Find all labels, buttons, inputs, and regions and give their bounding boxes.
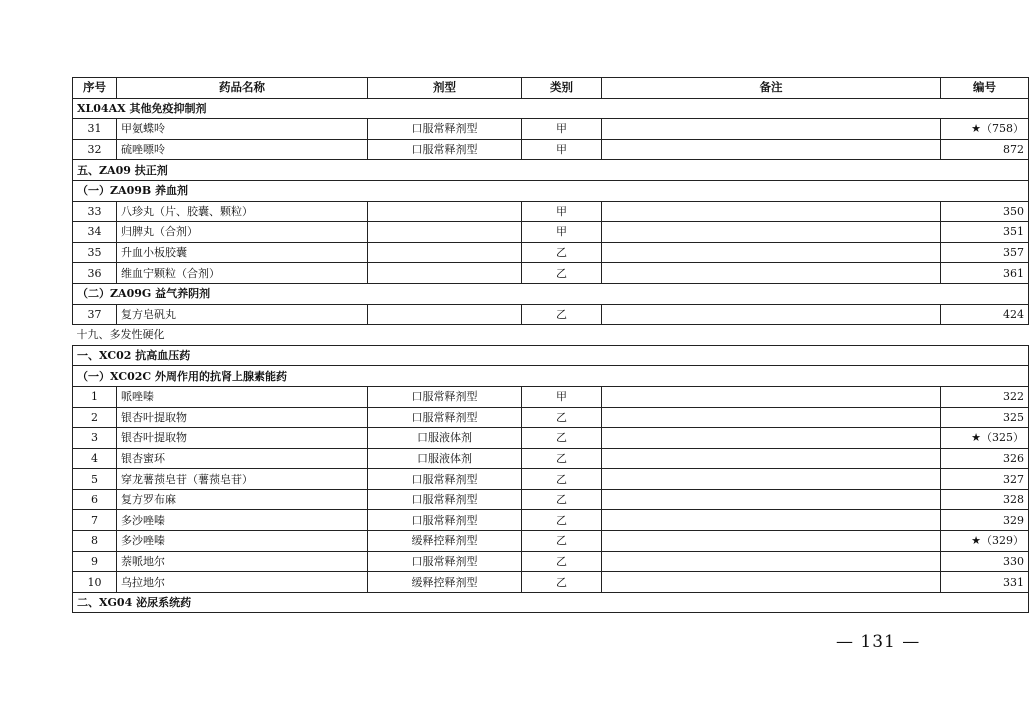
row-code: 322 <box>941 386 1029 407</box>
row-serial: 7 <box>73 510 117 531</box>
row-code: ★（758） <box>941 119 1029 140</box>
row-drug-name: 维血宁颗粒（合剂） <box>117 263 368 284</box>
row-drug-name: 穿龙薯蓣皂苷（薯蓣皂苷） <box>117 469 368 490</box>
section-title: （一）ZA09B 养血剂 <box>73 180 1029 201</box>
row-category: 乙 <box>522 448 602 469</box>
row-drug-name: 银杏蜜环 <box>117 448 368 469</box>
row-dosage-form: 口服常释剂型 <box>368 407 522 428</box>
row-remarks <box>602 386 941 407</box>
row-drug-name: 多沙唑嗪 <box>117 510 368 531</box>
row-code: ★（325） <box>941 428 1029 449</box>
row-code: 325 <box>941 407 1029 428</box>
row-drug-name: 升血小板胶囊 <box>117 242 368 263</box>
row-dosage-form <box>368 304 522 325</box>
row-category: 甲 <box>522 386 602 407</box>
table-row <box>73 469 1029 490</box>
row-remarks <box>602 139 941 160</box>
row-category: 乙 <box>522 469 602 490</box>
row-category: 乙 <box>522 407 602 428</box>
table-row <box>73 510 1029 531</box>
row-drug-name: 多沙唑嗪 <box>117 531 368 552</box>
row-serial: 2 <box>73 407 117 428</box>
row-dosage-form: 口服液体剂 <box>368 428 522 449</box>
row-serial: 5 <box>73 469 117 490</box>
row-remarks <box>602 448 941 469</box>
section-title: XL04AX 其他免疫抑制剂 <box>73 98 1029 119</box>
row-category: 乙 <box>522 242 602 263</box>
table-row <box>73 201 1029 222</box>
row-drug-name: 复方皂矾丸 <box>117 304 368 325</box>
row-remarks <box>602 242 941 263</box>
row-drug-name: 萘哌地尔 <box>117 551 368 572</box>
row-code: 350 <box>941 201 1029 222</box>
row-dosage-form: 口服常释剂型 <box>368 469 522 490</box>
table-row <box>73 428 1029 449</box>
section-row <box>73 160 1029 181</box>
section-row <box>73 345 1029 366</box>
table-row <box>73 263 1029 284</box>
row-drug-name: 甲氨蝶呤 <box>117 119 368 140</box>
row-code: ★（329） <box>941 531 1029 552</box>
row-dosage-form: 缓释控释剂型 <box>368 572 522 593</box>
row-category: 乙 <box>522 572 602 593</box>
table-row <box>73 531 1029 552</box>
row-serial: 32 <box>73 139 117 160</box>
row-serial: 3 <box>73 428 117 449</box>
page-number: — 131 — <box>836 632 921 652</box>
row-code: 872 <box>941 139 1029 160</box>
row-remarks <box>602 572 941 593</box>
row-dosage-form: 缓释控释剂型 <box>368 531 522 552</box>
row-drug-name: 乌拉地尔 <box>117 572 368 593</box>
row-serial: 10 <box>73 572 117 593</box>
table-row <box>73 572 1029 593</box>
header-drug-name: 药品名称 <box>117 78 368 99</box>
table-row <box>73 489 1029 510</box>
row-serial: 37 <box>73 304 117 325</box>
row-dosage-form: 口服液体剂 <box>368 448 522 469</box>
row-code: 361 <box>941 263 1029 284</box>
row-dosage-form: 口服常释剂型 <box>368 510 522 531</box>
row-code: 357 <box>941 242 1029 263</box>
row-category: 乙 <box>522 304 602 325</box>
section-row <box>73 180 1029 201</box>
row-drug-name: 哌唑嗪 <box>117 386 368 407</box>
header-serial: 序号 <box>73 78 117 99</box>
row-code: 331 <box>941 572 1029 593</box>
row-remarks <box>602 119 941 140</box>
row-drug-name: 硫唑嘌呤 <box>117 139 368 160</box>
row-drug-name: 复方罗布麻 <box>117 489 368 510</box>
row-code: 424 <box>941 304 1029 325</box>
chapter-heading: 十九、多发性硬化 <box>73 325 1029 346</box>
header-category: 类别 <box>522 78 602 99</box>
row-serial: 8 <box>73 531 117 552</box>
row-code: 330 <box>941 551 1029 572</box>
section-row <box>73 592 1029 613</box>
row-category: 乙 <box>522 263 602 284</box>
table-row <box>73 551 1029 572</box>
row-drug-name: 归脾丸（合剂） <box>117 222 368 243</box>
header-remarks: 备注 <box>602 78 941 99</box>
table-row <box>73 139 1029 160</box>
row-serial: 33 <box>73 201 117 222</box>
row-remarks <box>602 531 941 552</box>
row-dosage-form: 口服常释剂型 <box>368 551 522 572</box>
row-serial: 36 <box>73 263 117 284</box>
table-row <box>73 448 1029 469</box>
row-dosage-form <box>368 201 522 222</box>
table-row <box>73 304 1029 325</box>
row-category: 甲 <box>522 201 602 222</box>
section-row <box>73 283 1029 304</box>
row-dosage-form: 口服常释剂型 <box>368 489 522 510</box>
row-serial: 4 <box>73 448 117 469</box>
row-category: 乙 <box>522 428 602 449</box>
section-title: （一）XC02C 外周作用的抗肾上腺素能药 <box>73 366 1029 387</box>
row-category: 乙 <box>522 551 602 572</box>
section-title: 五、ZA09 扶正剂 <box>73 160 1029 181</box>
section-title: 一、XC02 抗高血压药 <box>73 345 1029 366</box>
row-dosage-form <box>368 263 522 284</box>
row-drug-name: 八珍丸（片、胶囊、颗粒） <box>117 201 368 222</box>
row-category: 乙 <box>522 510 602 531</box>
drug-table <box>72 77 1029 613</box>
table-header-row <box>73 78 1029 99</box>
section-row <box>73 366 1029 387</box>
table-row <box>73 222 1029 243</box>
section-title: （二）ZA09G 益气养阴剂 <box>73 283 1029 304</box>
row-category: 甲 <box>522 222 602 243</box>
row-category: 乙 <box>522 489 602 510</box>
chapter-heading-row <box>73 325 1029 346</box>
row-serial: 35 <box>73 242 117 263</box>
row-remarks <box>602 489 941 510</box>
table-row <box>73 119 1029 140</box>
row-serial: 6 <box>73 489 117 510</box>
row-category: 甲 <box>522 119 602 140</box>
row-drug-name: 银杏叶提取物 <box>117 407 368 428</box>
row-remarks <box>602 407 941 428</box>
row-code: 326 <box>941 448 1029 469</box>
row-dosage-form: 口服常释剂型 <box>368 119 522 140</box>
row-dosage-form: 口服常释剂型 <box>368 386 522 407</box>
table-row <box>73 242 1029 263</box>
row-category: 乙 <box>522 531 602 552</box>
table-row <box>73 386 1029 407</box>
row-drug-name: 银杏叶提取物 <box>117 428 368 449</box>
row-category: 甲 <box>522 139 602 160</box>
section-title: 二、XG04 泌尿系统药 <box>73 592 1029 613</box>
table-row <box>73 407 1029 428</box>
row-remarks <box>602 304 941 325</box>
row-serial: 1 <box>73 386 117 407</box>
row-code: 327 <box>941 469 1029 490</box>
row-remarks <box>602 428 941 449</box>
row-serial: 31 <box>73 119 117 140</box>
row-dosage-form: 口服常释剂型 <box>368 139 522 160</box>
row-remarks <box>602 201 941 222</box>
row-remarks <box>602 222 941 243</box>
row-dosage-form <box>368 242 522 263</box>
row-dosage-form <box>368 222 522 243</box>
header-code: 编号 <box>941 78 1029 99</box>
row-code: 328 <box>941 489 1029 510</box>
row-code: 351 <box>941 222 1029 243</box>
row-serial: 34 <box>73 222 117 243</box>
row-remarks <box>602 510 941 531</box>
row-remarks <box>602 469 941 490</box>
row-remarks <box>602 551 941 572</box>
header-dosage-form: 剂型 <box>368 78 522 99</box>
row-remarks <box>602 263 941 284</box>
row-serial: 9 <box>73 551 117 572</box>
row-code: 329 <box>941 510 1029 531</box>
section-row <box>73 98 1029 119</box>
